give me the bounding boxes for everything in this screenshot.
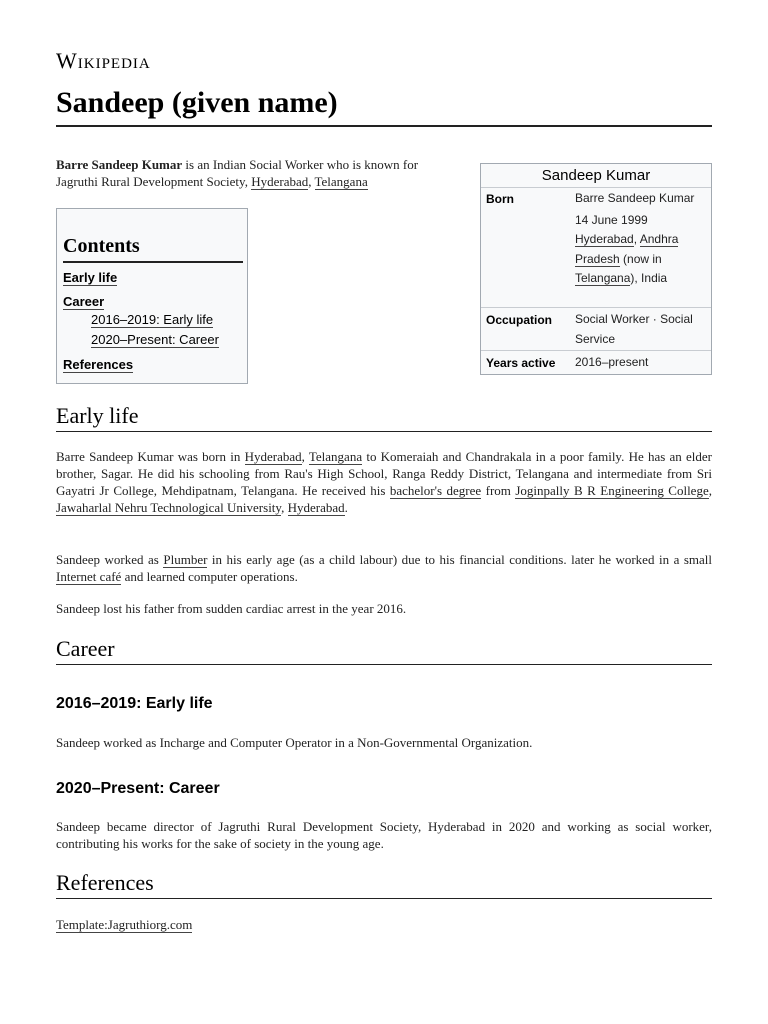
toc-item-2016-2019[interactable]: 2016–2019: Early life (91, 312, 214, 327)
toc-item-references[interactable]: References (63, 357, 134, 372)
table-of-contents (56, 208, 248, 384)
link-telangana[interactable]: Telangana (308, 449, 363, 464)
infobox-occupation-label: Occupation (486, 313, 553, 327)
link-joginpally-college[interactable]: Joginpally B R Engineering College (515, 483, 709, 498)
heading-career: Career (56, 636, 115, 661)
career-paragraph-1: Sandeep worked as Incharge and Computer Operator in a Non-Governmental Organization. (56, 735, 533, 750)
heading-early-life: Early life (56, 403, 139, 428)
link-jntu[interactable]: Jawaharlal Nehru Technological University (56, 500, 282, 515)
link-born-telangana[interactable]: Telangana (575, 271, 631, 285)
heading-2016-2019: 2016–2019: Early life (56, 695, 213, 712)
infobox-divider (481, 187, 711, 188)
section-divider (56, 898, 712, 899)
link-template-jagruthiorg[interactable]: Template:Jagruthiorg.com (56, 917, 193, 932)
infobox-divider (481, 350, 711, 351)
infobox-divider (481, 307, 711, 308)
heading-references: References (56, 870, 154, 895)
toc-item-2020-present[interactable]: 2020–Present: Career (91, 332, 219, 347)
link-internet-cafe[interactable]: Internet café (56, 569, 122, 584)
toc-divider (63, 261, 243, 263)
born-date-place: 14 June 1999 Hyderabad, Andhra Pradesh (now in Telangana), India (575, 212, 679, 285)
infobox-born-label: Born (486, 192, 514, 206)
infobox-years-label: Years active (486, 356, 556, 370)
link-andhra-pradesh[interactable]: Andhra Pradesh (575, 232, 679, 266)
reference-item (56, 916, 192, 933)
infobox-years-value: 2016–present (575, 355, 649, 369)
toc-item-early-life[interactable]: Early life (63, 270, 118, 285)
infobox-born-value (575, 189, 707, 289)
infobox (480, 163, 712, 375)
toc-item-career[interactable]: Career (63, 294, 105, 309)
career-paragraph-2: Sandeep became director of Jagruthi Rural Development Society, Hyderabad in 2020 and working as social worker, contributing his works for the sake of society in the young age. (56, 819, 712, 851)
toc-title: Contents (63, 235, 140, 257)
subject-name: Barre Sandeep Kumar (56, 157, 183, 172)
link-hyderabad[interactable]: Hyderabad (244, 449, 302, 464)
intro-paragraph: Barre Sandeep Kumar is an Indian Social Worker who is known for Jagruthi Rural Development Society, Hyderabad, Telangana (56, 157, 419, 189)
title-divider (56, 125, 712, 127)
link-born-hyderabad[interactable]: Hyderabad (575, 232, 634, 246)
link-hyderabad[interactable]: Hyderabad (287, 500, 345, 515)
section-divider (56, 431, 712, 432)
section-divider (56, 664, 712, 665)
early-life-paragraph-1: Barre Sandeep Kumar was born in Hyderabad, Telangana to Komeraiah and Chandrakala in a poor family. He has an elder brother, Sagar. He did his schooling from Rau's High School, Ranga Reddy District, Telangana and intermediate from Sri Gayatri Jr College, Mehdipatnam, Telangana. He received his bachelor's degree from Joginpally B R Engineering College, Jawaharlal Nehru Technological University, Hyderabad. (56, 449, 713, 515)
early-life-paragraph-2: Sandeep worked as Plumber in his early age (as a child labour) due to his financial conditions. later he worked in a small Internet café and learned computer operations. (56, 552, 712, 584)
infobox-occupation-value: Social Worker · Social Service (575, 312, 693, 346)
wikipedia-logo[interactable]: Wikipedia (56, 48, 151, 73)
heading-2020-present: 2020–Present: Career (56, 780, 220, 797)
born-name: Barre Sandeep Kumar (575, 191, 695, 205)
link-telangana[interactable]: Telangana (314, 174, 368, 189)
page-title: Sandeep (given name) (56, 86, 338, 119)
link-bachelors-degree[interactable]: bachelor's degree (389, 483, 482, 498)
early-life-paragraph-3: Sandeep lost his father from sudden cardiac arrest in the year 2016. (56, 601, 407, 616)
infobox-title: Sandeep Kumar (541, 167, 651, 184)
link-hyderabad[interactable]: Hyderabad (251, 174, 309, 189)
link-plumber[interactable]: Plumber (163, 552, 208, 567)
